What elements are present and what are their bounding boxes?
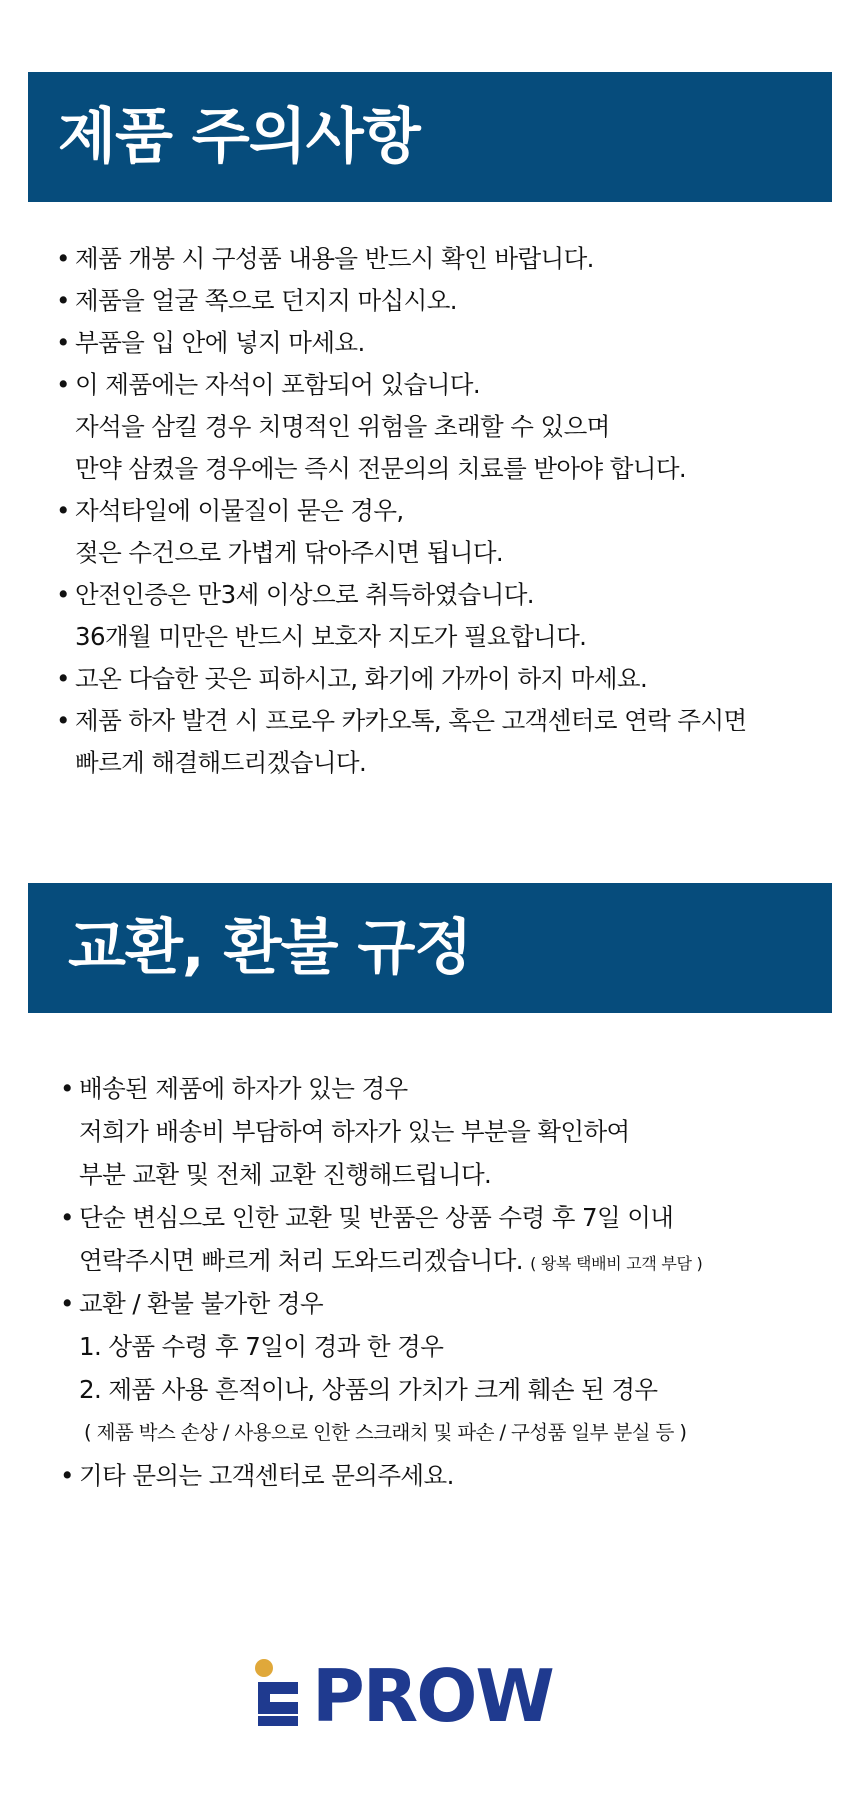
damage-examples-note: ( 제품 박스 손상 / 사용으로 인한 스크래치 및 파손 / 구성품 일부 분실 등 )	[84, 1421, 687, 1444]
notice-title: 제품 주의사항	[58, 102, 420, 172]
logo-wordmark: PROW	[312, 1654, 553, 1738]
list-item: • 제품 개봉 시 구성품 내용을 반드시 확인 바랍니다.	[56, 238, 836, 280]
exchange-header	[28, 883, 832, 1013]
notice-header	[28, 72, 832, 202]
list-item-continuation: 빠르게 해결해드리겠습니다.	[75, 748, 367, 777]
prow-logo-icon	[254, 1658, 304, 1730]
list-item: • 제품을 얼굴 쪽으로 던지지 마십시오.	[56, 280, 836, 322]
list-item: • 배송된 제품에 하자가 있는 경우	[60, 1067, 840, 1110]
logo-mark	[258, 1682, 298, 1726]
list-item: • 안전인증은 만3세 이상으로 취득하였습니다.	[56, 574, 836, 616]
list-item: • 단순 변심으로 인한 교환 및 반품은 상품 수령 후 7일 이내	[60, 1196, 840, 1239]
list-item: • 자석타일에 이물질이 묻은 경우,	[56, 490, 836, 532]
bullet-icon: •	[56, 286, 70, 315]
exchange-list	[60, 1067, 840, 1497]
list-item: • 부품을 입 안에 넣지 마세요.	[56, 322, 836, 364]
bullet-icon: •	[56, 664, 70, 693]
list-item-continuation: 젖은 수건으로 가볍게 닦아주시면 됩니다.	[75, 538, 504, 567]
list-item-continuation: 자석을 삼킬 경우 치명적인 위험을 초래할 수 있으며	[75, 412, 610, 441]
bullet-icon: •	[60, 1203, 74, 1232]
list-item: • 고온 다습한 곳은 피하시고, 화기에 가까이 하지 마세요.	[56, 658, 836, 700]
bullet-icon: •	[60, 1074, 74, 1103]
sub-item: 2. 제품 사용 흔적이나, 상품의 가치가 크게 훼손 된 경우	[79, 1375, 658, 1404]
list-item-continuation: 연락주시면 빠르게 처리 도와드리겠습니다. ( 왕복 택배비 고객 부담 )	[79, 1246, 703, 1275]
bullet-icon: •	[56, 328, 70, 357]
bullet-icon: •	[56, 580, 70, 609]
bullet-icon: •	[56, 244, 70, 273]
prow-logo	[254, 1654, 594, 1738]
sub-item: 1. 상품 수령 후 7일이 경과 한 경우	[79, 1332, 444, 1361]
list-item: • 기타 문의는 고객센터로 문의주세요.	[60, 1454, 840, 1497]
bullet-icon: •	[60, 1289, 74, 1318]
notice-list	[56, 238, 836, 784]
list-item-continuation: 만약 삼켰을 경우에는 즉시 전문의의 치료를 받아야 합니다.	[75, 454, 687, 483]
list-item-continuation: 36개월 미만은 반드시 보호자 지도가 필요합니다.	[75, 622, 587, 651]
list-item: • 교환 / 환불 불가한 경우	[60, 1282, 840, 1325]
shipping-fee-note: ( 왕복 택배비 고객 부담 )	[530, 1254, 703, 1273]
bullet-icon: •	[56, 706, 70, 735]
list-item-continuation: 부분 교환 및 전체 교환 진행해드립니다.	[79, 1160, 492, 1189]
bullet-icon: •	[56, 370, 70, 399]
bullet-icon: •	[60, 1461, 74, 1490]
exchange-title: 교환, 환불 규정	[68, 913, 472, 983]
bullet-icon: •	[56, 496, 70, 525]
logo-dot	[255, 1659, 273, 1677]
list-item: • 제품 하자 발견 시 프로우 카카오톡, 혹은 고객센터로 연락 주시면	[56, 700, 836, 742]
list-item-continuation: 저희가 배송비 부담하여 하자가 있는 부분을 확인하여	[79, 1117, 630, 1146]
list-item: • 이 제품에는 자석이 포함되어 있습니다.	[56, 364, 836, 406]
